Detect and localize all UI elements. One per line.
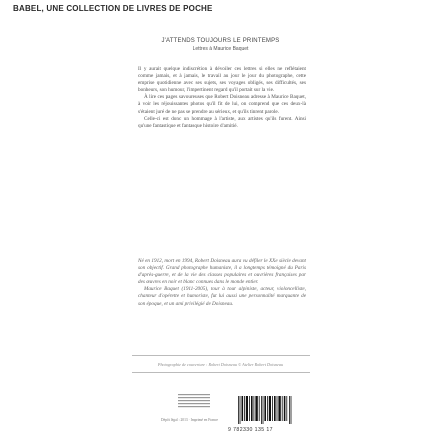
intro-paragraph: Il y aurait quelque indiscrétion à dévoiler ces lettres si elles ne reflétaient comme jamais, et à jamais, le travail au jour le jour du photographe, cette emprise quotidienne avec ses sujets, ses voyages obligés, ses difficultés, ses bonheurs, son humour, l'impertinent regard qu'il portait sur la vie. <box>138 66 306 94</box>
collection-header: BABEL, UNE COLLECTION DE LIVRES DE POCHE <box>13 4 213 13</box>
book-subtitle: Lettres à Maurice Baquet <box>192 46 249 52</box>
bio-paragraph: Maurice Baquet (1911-2005), tour à tour alpiniste, acteur, violoncelliste, chanteur d'opérette et humoriste, fut lui aussi une personnalité marquante de son époque, et un ami privilégié de Doisneau. <box>138 286 306 307</box>
author-bio <box>138 258 306 308</box>
isbn-number: 9 782330 135 17 <box>228 427 273 433</box>
barcode <box>238 396 292 424</box>
divider <box>132 355 310 356</box>
intro-text <box>138 66 306 130</box>
intro-paragraph: À lire ces pages savoureuses que Robert Doisneau adresse à Maurice Baquet, à voir les réjouissantes photos qu'il fit de lui, on comprend que ces deux-là s'étaient juré de ne pas se prendre au sérieux, et qu'ils tinrent parole. <box>138 94 306 115</box>
intro-paragraph: Celle-ci est donc un hommage à l'artiste, aux artistes qu'ils furent. Ainsi qu'une fantastique et fantasque histoire d'amitié. <box>138 115 306 129</box>
legal-small-print: Dépôt légal : 2013 · Imprimé en France <box>161 418 218 422</box>
cover-credit: Photographie de couverture : Robert Doisneau © Atelier Robert Doisneau <box>157 362 284 367</box>
publisher-logo <box>176 392 212 410</box>
bio-paragraph: Né en 1912, mort en 1994, Robert Doisneau aura vu défiler le XXe siècle devant son objectif. Grand photographe humaniste, il a longtemps témoigné du Paris d'après-guerre, et de la vie des classes populaires et ouvrières françaises par des œuvres en noir et blanc connues dans le monde entier. <box>138 258 306 286</box>
book-title: J'ATTENDS TOUJOURS LE PRINTEMPS <box>161 38 280 44</box>
divider <box>132 372 310 373</box>
